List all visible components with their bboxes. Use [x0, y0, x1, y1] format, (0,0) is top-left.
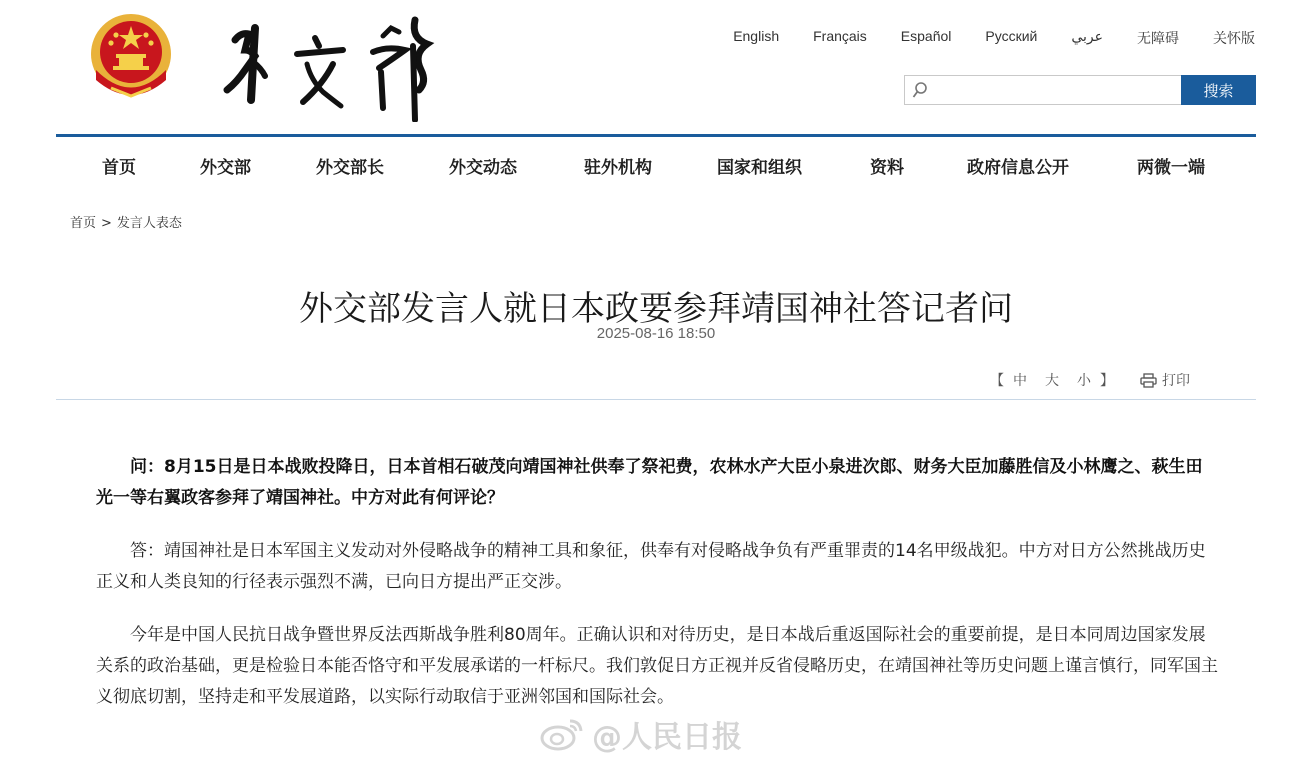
- search-box: [904, 75, 1181, 105]
- article-tools: [990, 370, 1190, 390]
- source-watermark: [540, 712, 742, 756]
- answer-paragraph: 答：靖国神社是日本军国主义发动对外侵略战争的精神工具和象征，供奉有对侵略战争负有严重罪责的14名甲级战犯。中方对日方公然挑战历史正义和人类良知的行径表示强烈不满，已向日方提出严正交涉。: [96, 541, 1206, 592]
- breadcrumb: [70, 212, 182, 231]
- nav-item-ministry[interactable]: 外交部: [200, 158, 251, 178]
- printer-icon: [1140, 373, 1157, 388]
- breadcrumb-current-link[interactable]: 发言人表态: [116, 216, 182, 231]
- article-date: 2025-08-16 18:50: [596, 325, 716, 342]
- lang-russian-link[interactable]: Русский: [985, 28, 1038, 44]
- nav-item-missions-abroad[interactable]: 驻外机构: [584, 158, 652, 178]
- nav-item-countries-organizations[interactable]: 国家和组织: [717, 158, 802, 178]
- nav-item-minister[interactable]: 外交部长: [316, 158, 384, 178]
- lang-spanish-link[interactable]: Español: [900, 28, 952, 44]
- language-links: [699, 28, 1255, 48]
- lang-french-link[interactable]: Français: [813, 28, 867, 44]
- nav-item-gov-info-disclosure[interactable]: 政府信息公开: [967, 158, 1069, 178]
- search-input[interactable]: [931, 76, 1175, 106]
- font-size-medium-button[interactable]: 大: [1045, 373, 1059, 389]
- care-version-link[interactable]: 关怀版: [1213, 30, 1255, 46]
- font-size-bracket-open: 【: [990, 373, 1004, 389]
- breadcrumb-home-link[interactable]: 首页: [70, 216, 97, 231]
- print-button[interactable]: [1140, 370, 1190, 390]
- nav-item-resources[interactable]: 资料: [870, 158, 904, 178]
- font-size-bracket-close: 】: [1100, 373, 1114, 389]
- nav-item-social-media[interactable]: 两微一端: [1137, 158, 1205, 178]
- breadcrumb-separator: >: [101, 216, 112, 231]
- lang-english-link[interactable]: English: [733, 28, 780, 44]
- main-nav: [56, 134, 1256, 193]
- nav-item-diplomatic-news[interactable]: 外交动态: [449, 158, 517, 178]
- answer-paragraph: 今年是中国人民抗日战争暨世界反法西斯战争胜利80周年。正确认识和对待历史，是日本战后重返国际社会的重要前提，是日本同周边国家发展关系的政治基础，更是检验日本能否恪守和平发展承诺的一杆标尺。我们敦促日方正视并反省侵略历史，在靖国神社等历史问题上谨言慎行，同军国主义彻底切割，坚持走和平发展道路，以实际行动取信于亚洲邻国和国际社会。: [96, 625, 1218, 707]
- question-paragraph: 问：8月15日是日本战败投降日，日本首相石破茂向靖国神社供奉了祭祀费，农林水产大臣小泉进次郎、财务大臣加藤胜信及小林鹰之、萩生田光一等右翼政客参拜了靖国神社。中方对此有何评论？: [96, 457, 1203, 508]
- national-emblem-logo[interactable]: [86, 10, 176, 100]
- search-icon: [912, 81, 928, 103]
- nav-item-home[interactable]: 首页: [102, 158, 136, 178]
- search-button[interactable]: 搜索: [1181, 75, 1256, 105]
- lang-arabic-link[interactable]: عربي: [1071, 28, 1103, 44]
- font-size-small-button[interactable]: 小: [1077, 373, 1091, 389]
- article-title: 外交部发言人就日本政要参拜靖国神社答记者问: [299, 288, 1013, 329]
- ministry-calligraphy-logo[interactable]: [215, 10, 445, 122]
- article-divider: [56, 399, 1256, 400]
- font-size-large-button[interactable]: 中: [1013, 373, 1027, 389]
- site-search: [904, 75, 1256, 105]
- accessibility-link[interactable]: 无障碍: [1137, 30, 1179, 46]
- watermark-text: @人民日报: [592, 720, 742, 755]
- weibo-icon: [540, 717, 584, 751]
- print-label: 打印: [1162, 373, 1190, 389]
